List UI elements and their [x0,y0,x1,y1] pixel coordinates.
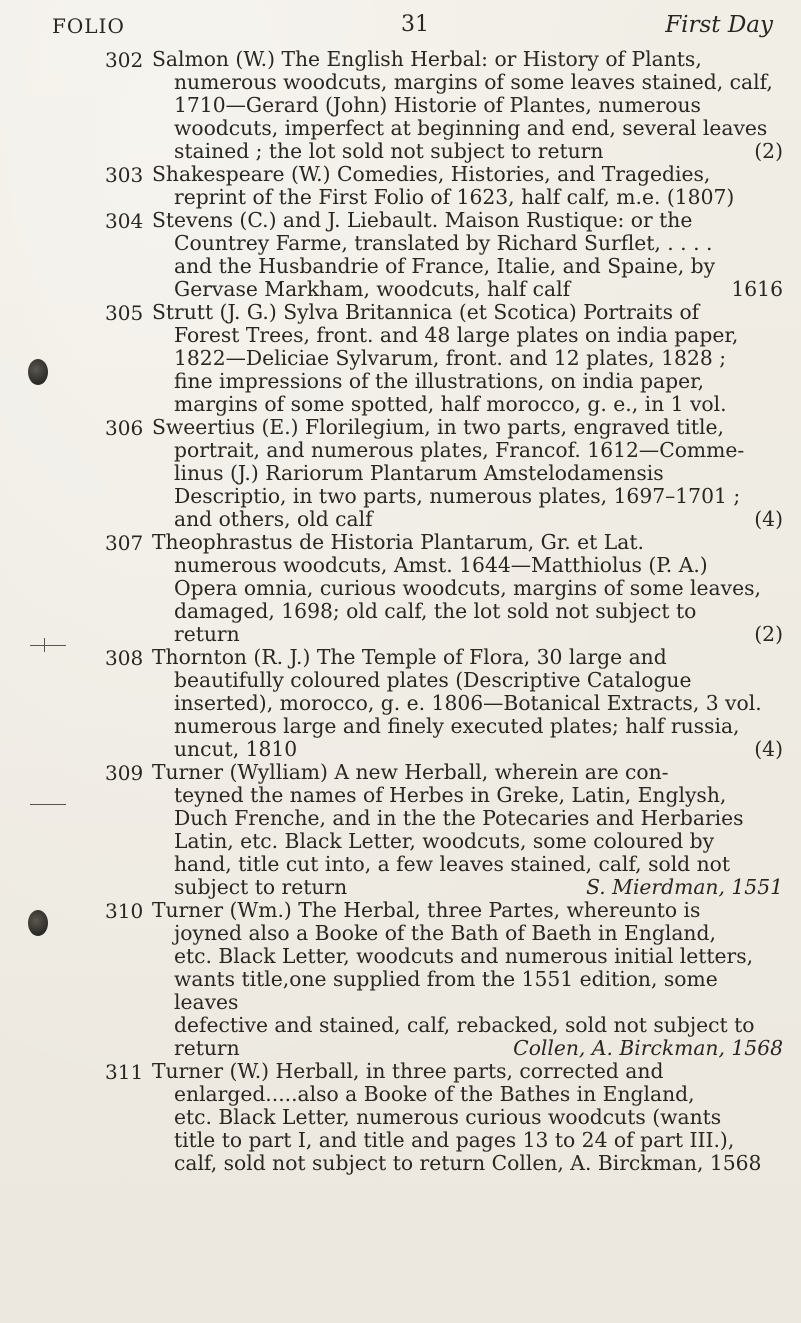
lot-count: S. Mierdman, 1551 [586,875,783,899]
description-line: title to part I, and title and pages 13 to 24 of part III.), [174,1128,735,1152]
description-line: 1710—Gerard (John) Historie of Plantes, numerous [174,93,701,117]
description-line: inserted), morocco, g. e. 1806—Botanical Extracts, 3 vol. [174,691,762,715]
description-line: teyned the names of Herbes in Greke, Latin, Englysh, [174,783,727,807]
description-line: Turner (Wylliam) A new Herball, wherein are con- [152,760,669,784]
description-line: reprint of the First Folio of 1623, half calf, m.e. (1807) [174,185,735,209]
lot-number: 302 [105,48,144,72]
lot-number: 303 [105,163,144,187]
lot-number: 311 [105,1060,144,1084]
header-page-number: 31 [401,12,429,37]
description-line: Collen, A. Birckman, 1568 return [174,1036,783,1060]
description-line: Stevens (C.) and J. Liebault. Maison Rustique: or the [152,208,693,232]
lot-count: (2) [754,139,783,163]
lot-count: (4) [754,737,783,761]
description-line: (4) and others, old calf [174,507,783,531]
description-line: 1616 Gervase Markham, woodcuts, half calf [174,277,783,301]
description-line: 1822—Deliciae Sylvarum, front. and 12 plates, 1828 ; [174,346,727,370]
lot-description [152,48,783,163]
description-line: enlarged.....also a Booke of the Bathes in England, [174,1082,695,1106]
description-line: Opera omnia, curious woodcuts, margins of some leaves, [174,576,761,600]
description-line: fine impressions of the illustrations, on india paper, [174,369,705,393]
lot-number: 308 [105,646,144,670]
lot-number: 307 [105,531,144,555]
lot-entry [0,531,801,646]
lot-description [152,1060,783,1175]
lot-entry [0,646,801,761]
description-line: (2) return [174,622,783,646]
description-line: Duch Frenche, and in the the Potecaries and Herbaries [174,806,744,830]
description-line: Shakespeare (W.) Comedies, Histories, and Tragedies, [152,162,711,186]
description-line: margins of some spotted, half morocco, g. e., in 1 vol. [174,392,727,416]
description-line: numerous woodcuts, margins of some leaves stained, calf, [174,70,773,94]
lot-entry [0,209,801,301]
lot-entry [0,301,801,416]
lot-count: (2) [754,622,783,646]
lot-entry [0,48,801,163]
lot-description [152,163,783,209]
description-line: etc. Black Letter, numerous curious woodcuts (wants [174,1105,722,1129]
lot-number: 310 [105,899,144,923]
description-line: numerous woodcuts, Amst. 1644—Matthiolus (P. A.) [174,553,708,577]
lot-description [152,209,783,301]
description-line: woodcuts, imperfect at beginning and end, several leaves [174,116,768,140]
lot-entry [0,1060,801,1175]
description-line: wants title,one supplied from the 1551 edition, some leaves [174,967,718,1014]
description-line: hand, title cut into, a few leaves stained, calf, sold not [174,852,731,876]
description-line: damaged, 1698; old calf, the lot sold not subject to [174,599,697,623]
description-line: Countrey Farme, translated by Richard Surflet, . . . . [174,231,713,255]
lot-description [152,531,783,646]
lot-entry [0,761,801,899]
description-line: defective and stained, calf, rebacked, sold not subject to [174,1013,755,1037]
description-line: Descriptio, in two parts, numerous plates, 1697–1701 ; [174,484,741,508]
description-line: Turner (Wm.) The Herbal, three Partes, whereunto is [152,898,701,922]
description-line: Forest Trees, front. and 48 large plates on india paper, [174,323,739,347]
description-line: numerous large and finely executed plates; half russia, [174,714,740,738]
lot-entry [0,416,801,531]
description-line: calf, sold not subject to return Collen, A. Birckman, 1568 [174,1151,762,1175]
description-line: Sweertius (E.) Florilegium, in two parts, engraved title, [152,415,724,439]
lot-count: (4) [754,507,783,531]
description-line: portrait, and numerous plates, Francof. 1612—Comme- [174,438,745,462]
description-line: Turner (W.) Herball, in three parts, corrected and [152,1059,664,1083]
lot-number: 304 [105,209,144,233]
description-line: etc. Black Letter, woodcuts and numerous initial letters, [174,944,754,968]
lot-count: Collen, A. Birckman, 1568 [513,1036,783,1060]
lot-count: 1616 [731,277,783,301]
lot-list [0,48,801,1175]
description-line: S. Mierdman, 1551 subject to return [174,875,783,899]
lot-description [152,899,783,1060]
lot-entry [0,899,801,1060]
description-line: Latin, etc. Black Letter, woodcuts, some coloured by [174,829,715,853]
lot-entry [0,163,801,209]
lot-description [152,301,783,416]
lot-number: 306 [105,416,144,440]
description-line: linus (J.) Rariorum Plantarum Amstelodamensis [174,461,664,485]
description-line: joyned also a Booke of the Bath of Baeth in England, [174,921,716,945]
description-line: Theophrastus de Historia Plantarum, Gr. et Lat. [152,530,644,554]
lot-description [152,416,783,531]
description-line: Salmon (W.) The English Herbal: or History of Plants, [152,47,702,71]
page-header [52,8,773,44]
description-line: (2) stained ; the lot sold not subject to return [174,139,783,163]
description-line: and the Husbandrie of France, Italie, and Spaine, by [174,254,716,278]
description-line: beautifully coloured plates (Descriptive Catalogue [174,668,692,692]
lot-number: 305 [105,301,144,325]
description-line: Thornton (R. J.) The Temple of Flora, 30 large and [152,645,667,669]
lot-number: 309 [105,761,144,785]
lot-description [152,646,783,761]
header-sale-day: First Day [665,12,773,38]
lot-description [152,761,783,899]
header-folio: FOLIO [52,14,125,38]
description-line: (4) uncut, 1810 [174,737,783,761]
description-line: Strutt (J. G.) Sylva Britannica (et Scotica) Portraits of [152,300,700,324]
